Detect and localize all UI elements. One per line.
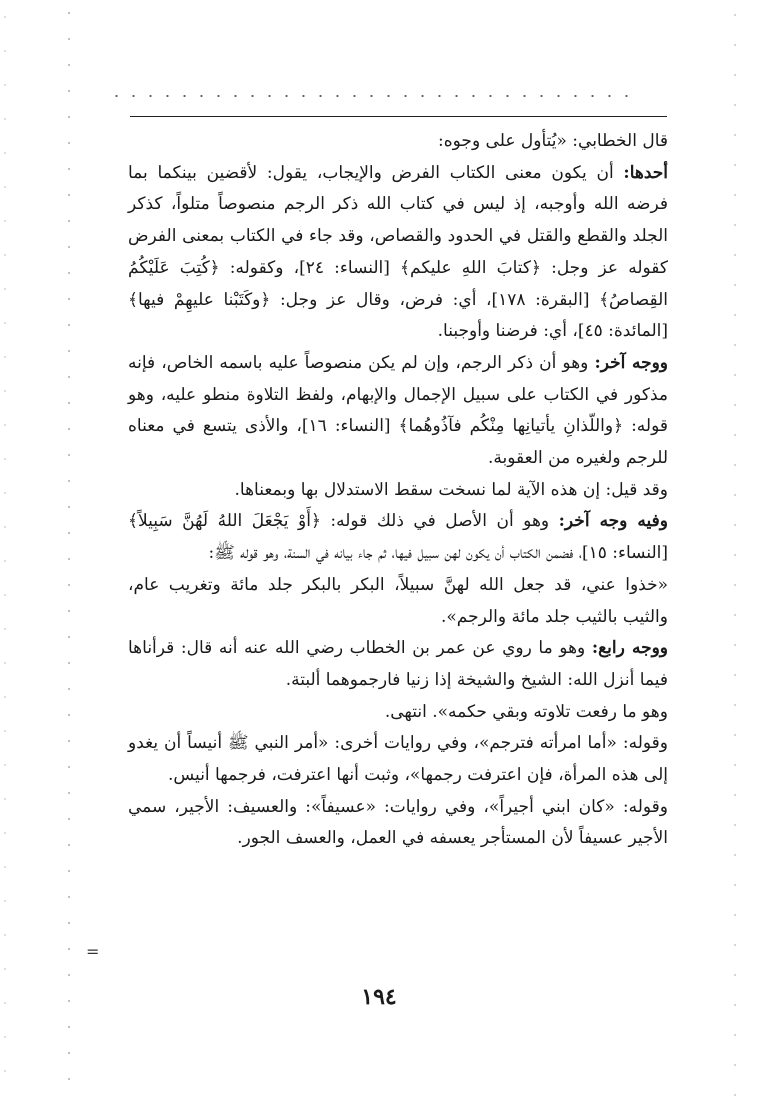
paragraph-lead: أحدها:: [623, 162, 668, 183]
scan-edge-artifact-right: [734, 0, 736, 1098]
paragraph-text: وهو ما روي عن عمر بن الخطاب رضي الله عنه أنه قال: قرأناها فيما أنزل الله: الشيخ والشيخة إذا زنيا فارجموهما ألبتة.: [128, 638, 668, 690]
paragraph-hadith-quote: «خذوا عني، قد جعل الله لهنَّ سبيلاً، البكر بالبكر جلد مائة وتغريب عام، والثيب بالثيب جلد مائة والرجم».: [128, 574, 668, 627]
paragraph-third-aspect: [128, 506, 668, 569]
page-body: [128, 126, 668, 855]
paragraph-intro: قال الخطابي: «يُتأول على وجوه:: [438, 131, 668, 151]
margin-mark: =: [86, 942, 100, 961]
paragraph-text: أن يكون معنى الكتاب الفرض والإيجاب، يقول: لأقضين بينكما بما فرضه الله وأوجبه، إذ ليس في كتاب الله ذكر الرجم منصوصاً متلواً، كذكر الجلد والقطع والقتل في الحدود والقصاص، وقد جاء في الكتاب بمعنى الفرض كقوله عز وجل: ﴿كتابَ اللهِ عليكم﴾ [النساء: ٢٤]، وكقوله: ﴿كُتِبَ عَلَيْكُمُ القِصاصُ﴾ [البقرة: ١٧٨]، أي: فرض، وقال عز وجل: ﴿وكَتَبْنا عليهِمْ فيها﴾ [المائدة: ٤٥]، أي: فرضنا وأوجبنا.: [128, 162, 669, 342]
paragraph-second-aspect: [128, 348, 668, 475]
paragraph-text: وهو أن الأصل في ذلك قوله: ﴿أَوْ يَجْعَلَ اللهُ لَهُنَّ سَبِيلاً﴾ [النساء: ١٥]، فضمن الكتاب أن يكون لهن سبيل فيها، ثم جاء بيانه في السنة، وهو قوله ﷺ:: [128, 511, 668, 564]
paragraph-closing-quote: وهو ما رفعت تلاوته وبقي حكمه». انتهى.: [384, 701, 668, 722]
paragraph-first-aspect: [128, 158, 668, 348]
scan-edge-artifact-left: [68, 0, 70, 1098]
page-number: ١٩٤: [361, 984, 397, 1010]
paragraph-lead: ووجه رابع:: [591, 638, 668, 659]
paragraph-lead: ووجه آخر:: [594, 352, 669, 373]
paragraph-wife-stoning: وقوله: «أما امرأته فترجم»، وفي روايات أخرى: «أمر النبي ﷺ أنيساً أن يغدو إلى هذه المرأة، فإن اعترفت رجمها»، وثبت أنها اعترفت، فرجمها أنيس.: [128, 733, 668, 786]
paragraph-asif-definition: وقوله: «كان ابني أجيراً»، وفي روايات: «عسيفاً»: والعسيف: الأجير، سمي الأجير عسيفاً لأن المستأجر يعسفه في العمل، والعسف الجور.: [128, 796, 668, 849]
scan-edge-artifact-left-outer: [4, 0, 6, 1098]
paragraph-text: وهو أن ذكر الرجم، وإن لم يكن منصوصاً عليه باسمه الخاص، فإنه مذكور في الكتاب على سبيل الإجمال والإبهام، ولفظ التلاوة منطو عليه، وهو قوله: ﴿واللّذانِ يأتيانِها مِنْكُم فآذُوهُما﴾ [النساء: ١٦]، والأذى يتسع في معناه للرجم ولغيره من العقوبة.: [128, 352, 668, 469]
paragraph-abrogation-note: وقد قيل: إن هذه الآية لما نسخت سقط الاستدلال بها وبمعناها.: [234, 479, 668, 500]
paragraph-fourth-aspect: [128, 633, 668, 696]
header-rule: [130, 116, 667, 117]
paragraph-lead: وفيه وجه آخر:: [558, 511, 668, 532]
header-dotted-line: [108, 95, 628, 97]
